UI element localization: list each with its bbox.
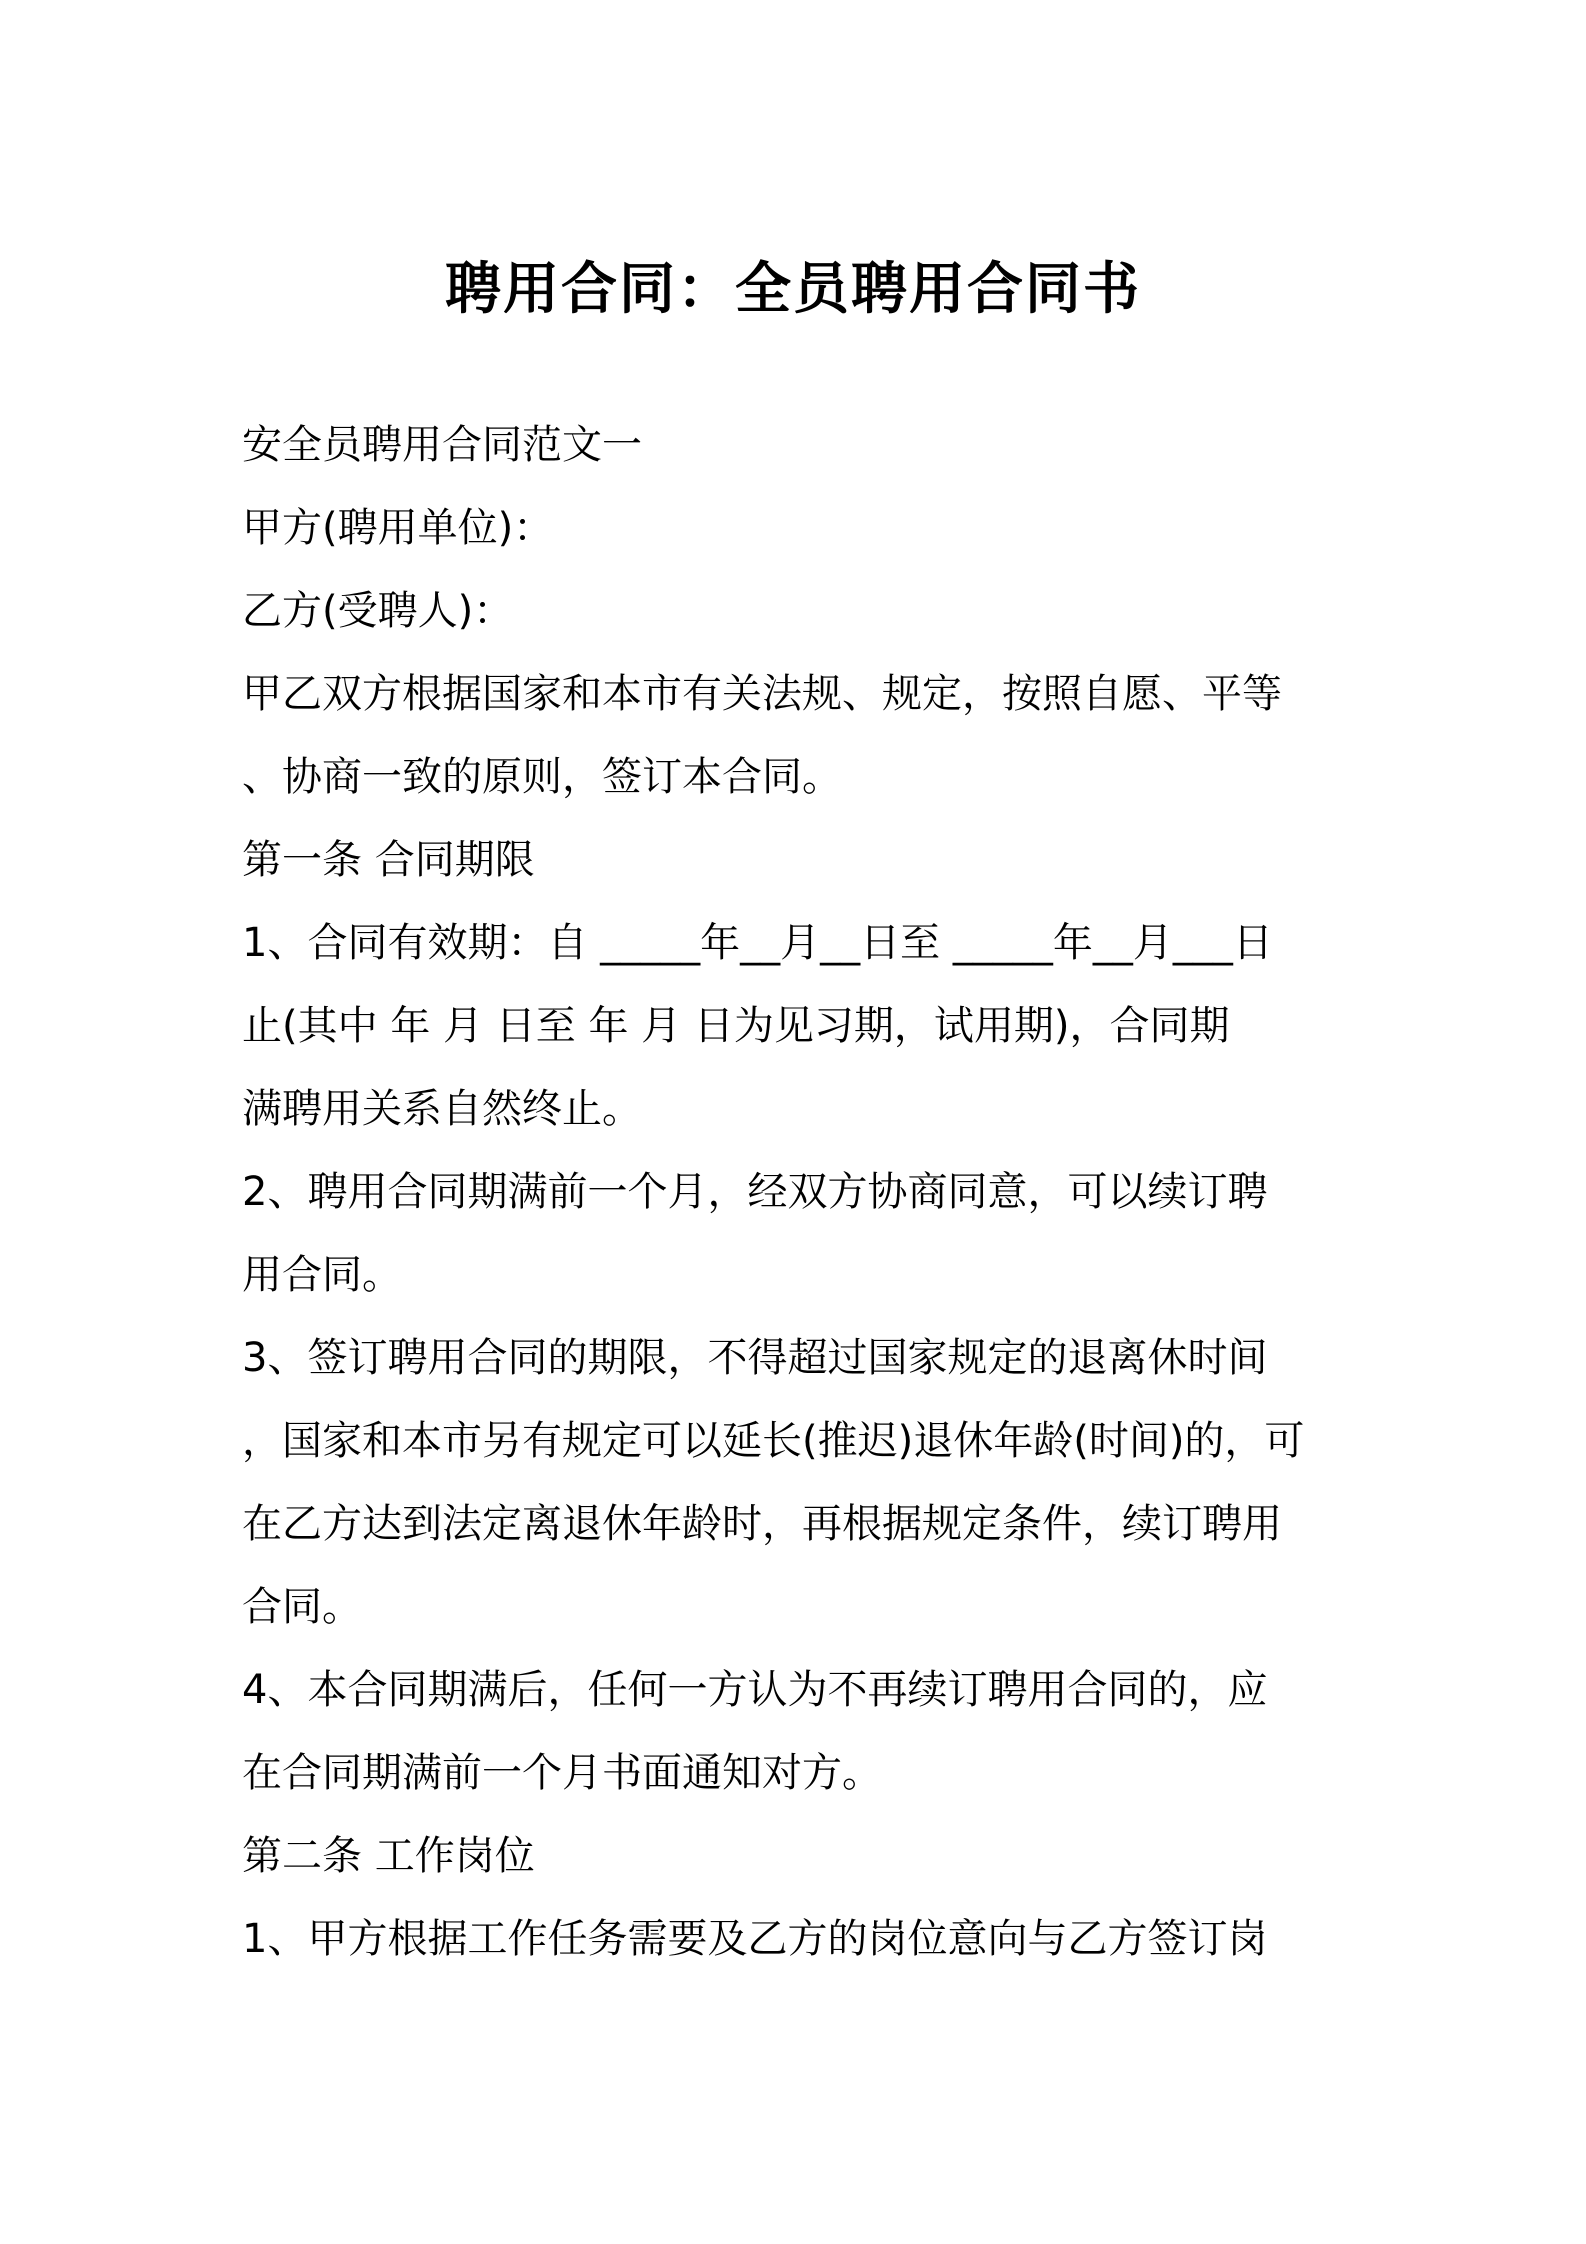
text-line: 在乙方达到法定离退休年龄时，再根据规定条件，续订聘用 [242,1501,1282,1547]
text-line: 、协商一致的原则，签订本合同。 [242,754,842,800]
text-line: 1、合同有效期：自 _____年__月__日至 _____年__月___日 [242,920,1273,966]
text-line: ，国家和本市另有规定可以延长(推迟)退休年龄(时间)的，可 [242,1418,1305,1464]
text-line: 合同。 [242,1584,362,1630]
text-line: 甲乙双方根据国家和本市有关法规、规定，按照自愿、平等 [242,671,1282,717]
text-line: 止(其中 年 月 日至 年 月 日为见习期，试用期)，合同期 [242,1003,1230,1049]
document-title: 聘用合同：全员聘用合同书 [445,257,1141,322]
document-body [242,404,1356,1981]
text-line: 安全员聘用合同范文一 [242,422,642,468]
text-line: 满聘用关系自然终止。 [242,1086,642,1132]
text-line: 乙方(受聘人)： [242,588,514,634]
section-heading: 第一条 合同期限 [242,837,535,883]
text-line: 在合同期满前一个月书面通知对方。 [242,1750,882,1796]
text-line: 2、聘用合同期满前一个月，经双方协商同意，可以续订聘 [242,1169,1268,1215]
text-line: 用合同。 [242,1252,402,1298]
text-line: 4、本合同期满后，任何一方认为不再续订聘用合同的，应 [242,1667,1268,1713]
text-line: 3、签订聘用合同的期限，不得超过国家规定的退离休时间 [242,1335,1268,1381]
section-heading: 第二条 工作岗位 [242,1833,535,1879]
text-line: 1、甲方根据工作任务需要及乙方的岗位意向与乙方签订岗 [242,1916,1268,1962]
text-line: 甲方(聘用单位)： [242,505,554,551]
